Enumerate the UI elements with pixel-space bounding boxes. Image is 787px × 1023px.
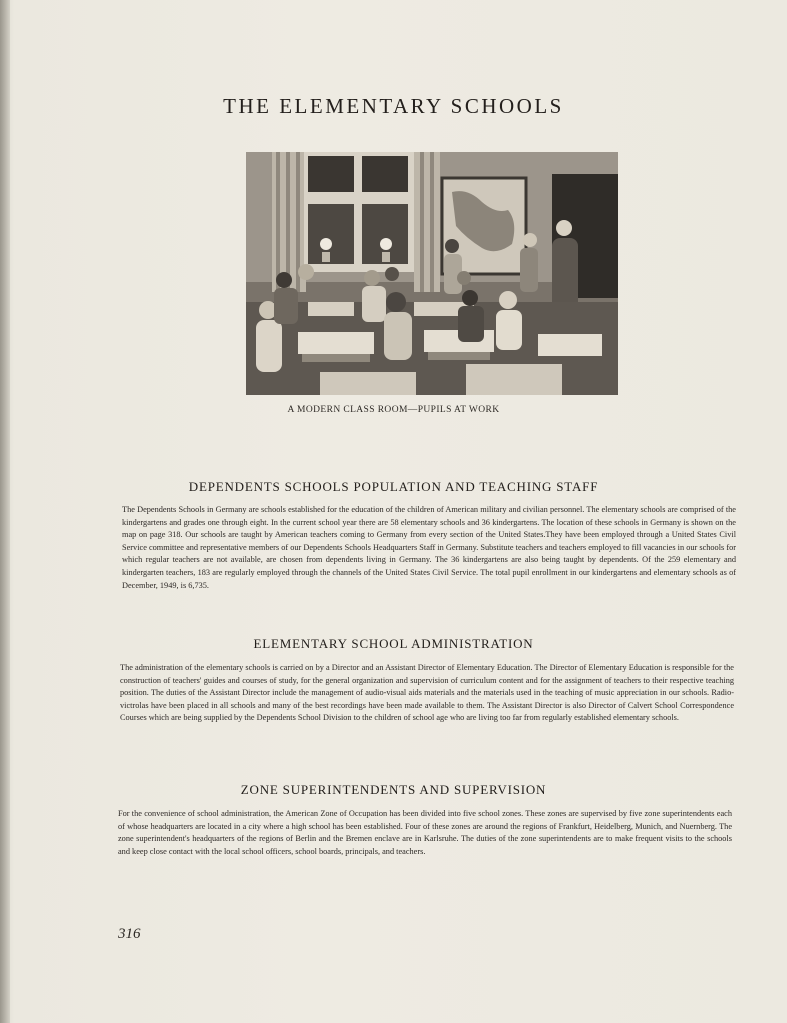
section-heading-zone-superintendents: ZONE SUPERINTENDENTS AND SUPERVISION xyxy=(240,782,547,797)
book-spine-shadow xyxy=(0,0,10,1023)
section-heading-population: DEPENDENTS SCHOOLS POPULATION AND TEACHING STAFF xyxy=(188,479,599,494)
classroom-photo xyxy=(246,152,618,395)
section-body-administration: The administration of the elementary schools is carried on by a Director and an Assistant Director of Elementary Education. The Director of Elementary Education is responsible for the construction of teachers' guides and courses of study, for the general organization and supervision of curriculum content and for the assignment of teachers to their respective teaching position. The duties of the Assistant Director include the management of audio-visual aids materials and the materials used in the teaching of music appreciation in our schools. Radio-victrolas have been placed in all schools and many of the best recordings have been made available to them. The Assistant Director is also Director of Calvert School Correspondence Courses which are being supplied by the Dependents School Division to the children of school age who are living too far from regularly established elementary schools. xyxy=(120,663,734,723)
section-body-population: The Dependents Schools in Germany are schools established for the education of the children of American military and civilian personnel. The elementary schools are comprised of the kindergartens and grades one through eight. In the current school year there are 58 elementary schools and 36 kindergartens. The location of these schools in Germany is shown on the map on page 318. Our schools are taught by American teachers coming to Germany from every section of the United States.They have been employed through a United States Civil Service committee and representative members of our Dependents Schools Headquarters Staff in Germany. Substitute teachers and teachers employed to fill vacancies in our schools for which regular teachers are not available, are chosen from dependents living in Germany. The 36 kindergartens are also being taught by dependents. Of the 259 elementary and kindergarten teachers, 183 are regularly employed through the channels of the United States Civil Service. The total pupil enrollment in our kindergartens and elementary schools as of December, 1949, is 6,735. xyxy=(122,505,736,590)
section-heading-administration: ELEMENTARY SCHOOL ADMINISTRATION xyxy=(253,636,534,651)
section-body-zone-superintendents: For the convenience of school administration, the American Zone of Occupation has been divided into five school zones. These zones are supervised by five zone superintendents each of whose headquarters are located in a city where a high school has been established. Four of these zones are around the regions of Frankfurt, Heidelberg, Munich, and Nuernberg. The zone superintendent's headquarters of the regions of Berlin and the Bremen enclave are in Karlsruhe. The duties of the zone superintendents are to make frequent visits to the schools and keep close contact with the local school officers, school boards, principals, and teachers. xyxy=(118,809,732,856)
photo-caption: A MODERN CLASS ROOM—PUPILS AT WORK xyxy=(287,405,500,415)
page-number: 316 xyxy=(118,926,141,942)
page-title: THE ELEMENTARY SCHOOLS xyxy=(223,94,564,118)
